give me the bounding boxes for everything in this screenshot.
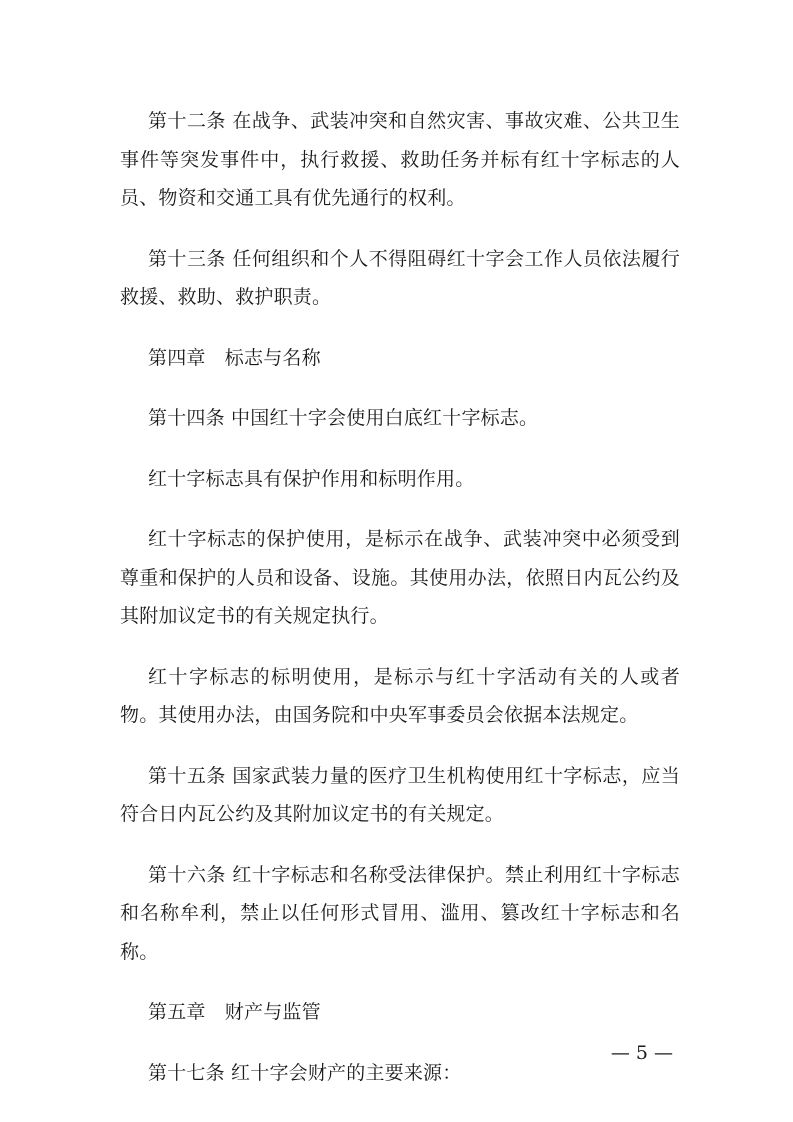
document-body (120, 102, 680, 1114)
article-12-paragraph: 第十二条 在战争、武装冲突和自然灾害、事故灾难、公共卫生事件等突发事件中，执行救援、救助任务并标有红十字标志的人员、物资和交通工具有优先通行的权利。 (120, 110, 680, 209)
article-15-paragraph: 第十五条 国家武装力量的医疗卫生机构使用红十字标志，应当符合日内瓦公约及其附加议定书的有关规定。 (120, 764, 680, 825)
emblem-function-paragraph: 红十字标志具有保护作用和标明作用。 (148, 467, 475, 490)
chapter-4-heading: 第四章 标志与名称 (148, 346, 321, 369)
page-number: — 5 — (610, 1042, 673, 1064)
protective-use-paragraph: 红十字标志的保护使用，是标示在战争、武装冲突中必须受到尊重和保护的人员和设备、设施。其使用办法，依照日内瓦公约及其附加议定书的有关规定执行。 (120, 528, 680, 627)
article-16-paragraph: 第十六条 红十字标志和名称受法律保护。禁止利用红十字标志和名称牟利，禁止以任何形式冒用、滥用、篡改红十字标志和名称。 (120, 863, 680, 963)
indicative-use-paragraph: 红十字标志的标明使用，是标示与红十字活动有关的人或者物。其使用办法，由国务院和中央军事委员会依据本法规定。 (120, 665, 680, 726)
article-13-paragraph: 第十三条 任何组织和个人不得阻碍红十字会工作人员依法履行救援、救助、救护职责。 (120, 247, 680, 308)
chapter-5-heading: 第五章 财产与监管 (148, 1001, 321, 1023)
article-14-paragraph: 第十四条 中国红十字会使用白底红十字标志。 (148, 407, 539, 429)
article-17-paragraph: 第十七条 红十字会财产的主要来源： (148, 1061, 462, 1084)
